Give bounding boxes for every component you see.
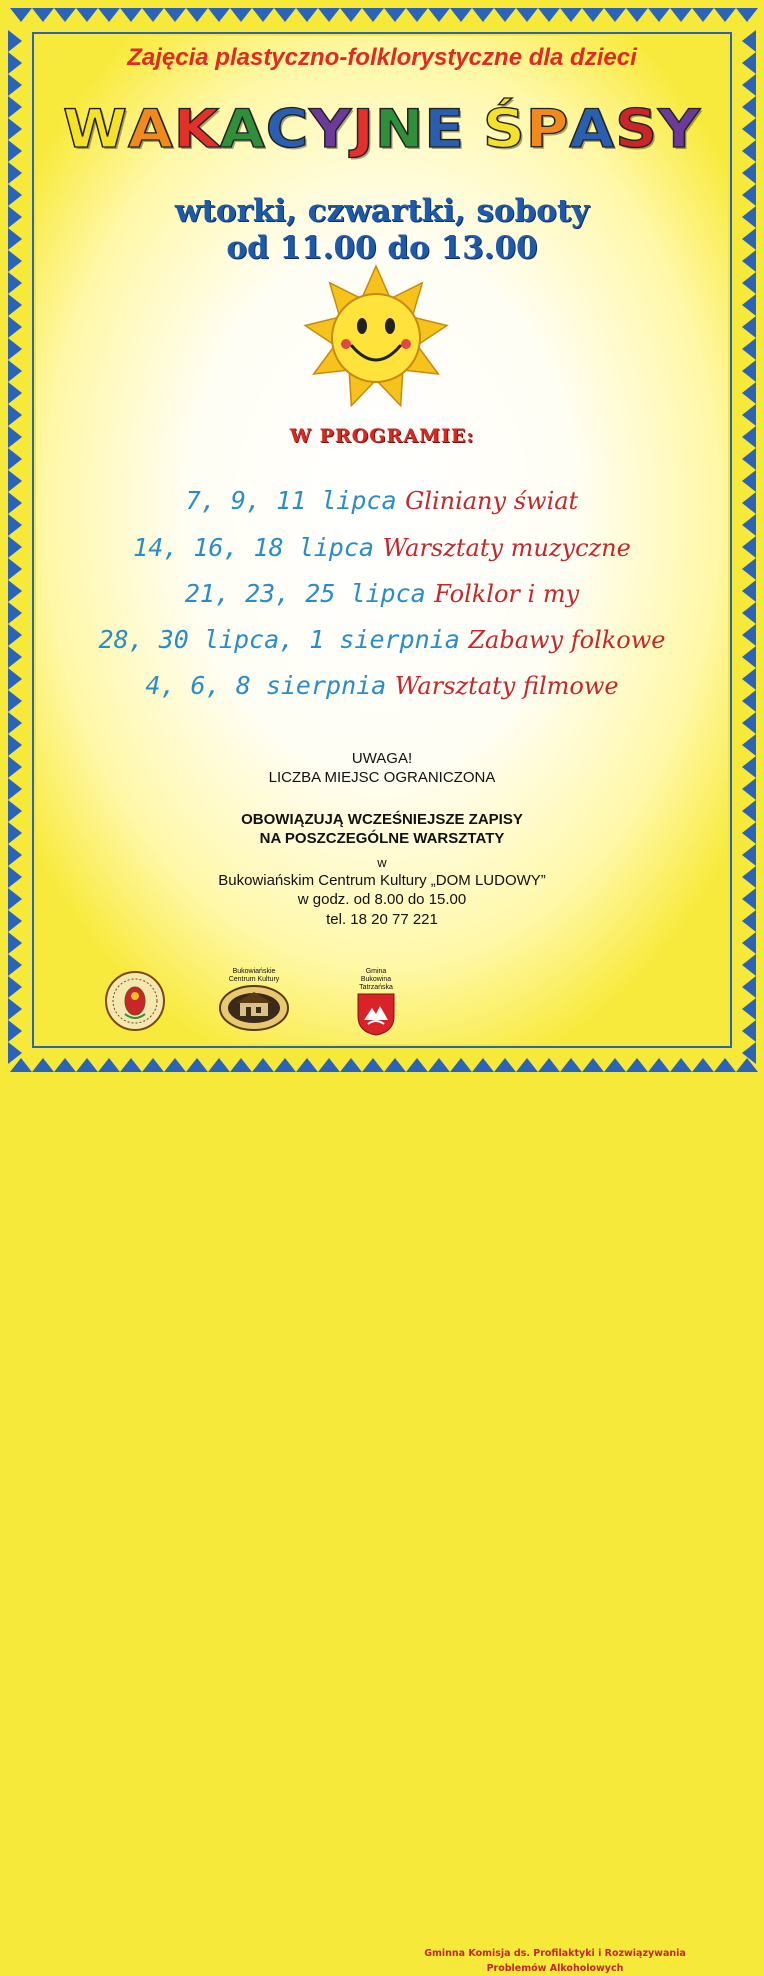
smiling-sun-icon: [296, 264, 456, 416]
dom-ludowy-logo: [218, 984, 290, 1032]
program-item-dates: 28, 30 lipca, 1 sierpnia: [98, 625, 460, 654]
program-item: [0, 481, 764, 521]
program-item: [0, 620, 764, 660]
notice-venue: Bukowiańskim Centrum Kultury „DOM LUDOWY”: [218, 872, 546, 889]
program-item-name: Folklor i my: [434, 580, 580, 608]
bck-logo-label-line1: Bukowiańskie: [232, 968, 276, 975]
gmina-logo-label-line1: Gmina: [365, 968, 387, 975]
regional-emblem-logo: [104, 970, 166, 1032]
title-letter: A: [127, 98, 174, 160]
notice-warning: UWAGA!: [351, 750, 413, 767]
program-item-name: Warsztaty filmowe: [394, 672, 619, 700]
title-letter: S: [615, 98, 659, 160]
program-item-name: Gliniany świat: [405, 487, 579, 515]
poster-title: [0, 94, 764, 164]
title-letter: A: [219, 98, 266, 160]
title-letter: E: [424, 98, 466, 160]
title-letter: Ś: [483, 98, 526, 160]
notice-signup-line1: OBOWIĄZUJĄ WCZEŚNIEJSZE ZAPISY: [241, 811, 523, 828]
bck-logo-label: [222, 968, 286, 984]
title-letter: P: [525, 98, 570, 160]
bck-logo-label-line2: Centrum Kultury: [228, 976, 280, 983]
commission-line2: Problemów Alkoholowych: [486, 1963, 624, 1974]
program-item-dates: 7, 9, 11 lipca: [185, 486, 397, 515]
notice-hours: w godz. od 8.00 do 15.00: [297, 891, 467, 908]
gmina-coat-of-arms-icon: [356, 992, 396, 1036]
schedule-days: wtorki, czwartki, soboty: [174, 193, 590, 229]
gmina-logo-label: [352, 968, 400, 992]
notice-phone: tel. 18 20 77 221: [326, 911, 438, 928]
program-item: [0, 574, 764, 614]
program-item-dates: 4, 6, 8 sierpnia: [145, 671, 387, 700]
title-letter: Y: [658, 98, 702, 160]
title-letter: K: [173, 98, 220, 160]
gmina-logo-label-line3: Tatrzańska: [359, 984, 393, 991]
program-item-dates: 14, 16, 18 lipca: [133, 533, 374, 562]
commission-text: [420, 1946, 690, 1976]
title-letter: C: [265, 98, 310, 160]
sponsor-logos: [0, 960, 764, 1974]
program-item: [0, 528, 764, 568]
notice-signup-line2: NA POSZCZEGÓLNE WARSZTATY: [259, 830, 505, 847]
program-item-name: Zabawy folkowe: [468, 626, 666, 654]
schedule-hours: od 11.00 do 13.00: [226, 230, 538, 266]
title-letter: N: [374, 98, 425, 160]
title-letter: A: [569, 98, 616, 160]
program-item-dates: 21, 23, 25 lipca: [184, 579, 426, 608]
notice-w: w: [377, 855, 387, 870]
title-letter: Y: [309, 98, 353, 160]
commission-line1: Gminna Komisja ds. Profilaktyki i Rozwiązywania: [424, 1948, 686, 1959]
program-item-name: Warsztaty muzyczne: [382, 534, 631, 562]
notice-limit: LICZBA MIEJSC OGRANICZONA: [268, 769, 496, 786]
poster-subtitle: Zajęcia plastyczno-folklorystyczne dla dzieci: [127, 44, 637, 71]
program-item: [0, 666, 764, 706]
title-letter: [465, 98, 483, 161]
title-letter: J: [352, 98, 375, 160]
title-letter: W: [62, 98, 128, 160]
program-heading: W PROGRAMIE:: [289, 425, 475, 447]
gmina-logo-label-line2: Bukowina: [360, 976, 392, 983]
